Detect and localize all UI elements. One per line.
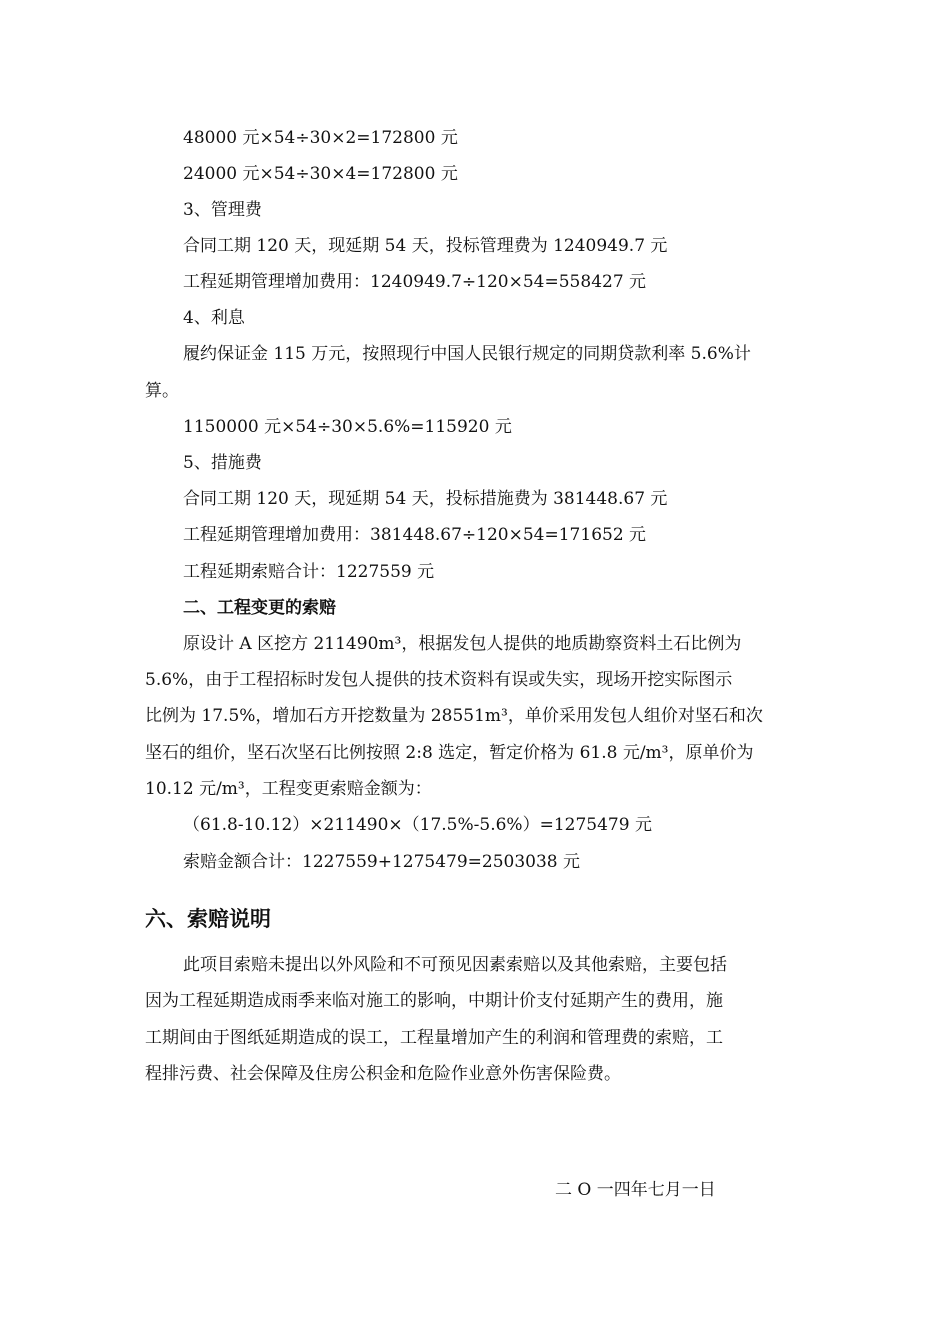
item-heading-management-fee: 3、管理费 xyxy=(183,200,262,220)
change-claim-para-3: 比例为 17.5%，增加石方开挖数量为 28551m³，单价采用发包人组价对坚石和次 xyxy=(145,706,763,726)
explanation-line-4: 程排污费、社会保障及住房公积金和危险作业意外伤害保险费。 xyxy=(145,1064,621,1084)
management-fee-calc: 工程延期管理增加费用：1240949.7÷120×54=558427 元 xyxy=(183,272,647,292)
change-claim-para-2: 5.6%，由于工程招标时发包人提供的技术资料有误或失实，现场开挖实际图示 xyxy=(145,670,733,690)
change-claim-para-4: 坚石的组价，坚石次坚石比例按照 2:8 选定，暂定价格为 61.8 元/m³，原单价为 xyxy=(145,743,754,763)
interest-basis: 履约保证金 115 万元，按照现行中国人民银行规定的同期贷款利率 5.6%计 xyxy=(183,344,751,364)
explanation-line-1: 此项目索赔未提出以外风险和不可预见因素索赔以及其他索赔，主要包括 xyxy=(183,955,727,975)
calc-line-2: 24000 元×54÷30×4=172800 元 xyxy=(183,164,458,184)
measures-fee-basis: 合同工期 120 天，现延期 54 天，投标措施费为 381448.67 元 xyxy=(183,489,668,509)
change-claim-para-1: 原设计 A 区挖方 211490m³，根据发包人提供的地质勘察资料土石比例为 xyxy=(183,634,742,654)
measures-fee-calc: 工程延期管理增加费用：381448.67÷120×54=171652 元 xyxy=(183,525,647,545)
item-heading-measures-fee: 5、措施费 xyxy=(183,453,262,473)
explanation-line-2: 因为工程延期造成雨季来临对施工的影响，中期计价支付延期产生的费用，施 xyxy=(145,991,723,1011)
management-fee-basis: 合同工期 120 天，现延期 54 天，投标管理费为 1240949.7 元 xyxy=(183,236,668,256)
subsection-title-change-claim: 二、工程变更的索赔 xyxy=(183,598,336,618)
change-claim-calc: （61.8-10.12）×211490×（17.5%-5.6%）=1275479 元 xyxy=(183,815,652,835)
delay-claim-total: 工程延期索赔合计：1227559 元 xyxy=(183,562,435,582)
item-heading-interest: 4、利息 xyxy=(183,308,245,328)
explanation-line-3: 工期间由于图纸延期造成的误工，工程量增加产生的利润和管理费的索赔，工 xyxy=(145,1028,723,1048)
change-claim-para-5: 10.12 元/m³，工程变更索赔金额为： xyxy=(145,779,432,799)
section-title-claim-explanation: 六、索赔说明 xyxy=(145,907,271,931)
interest-basis-cont: 算。 xyxy=(145,381,179,401)
claim-grand-total: 索赔金额合计：1227559+1275479=2503038 元 xyxy=(183,852,581,872)
interest-calc: 1150000 元×54÷30×5.6%=115920 元 xyxy=(183,417,512,437)
document-date: 二 O 一四年七月一日 xyxy=(555,1180,716,1200)
calc-line-1: 48000 元×54÷30×2=172800 元 xyxy=(183,128,458,148)
